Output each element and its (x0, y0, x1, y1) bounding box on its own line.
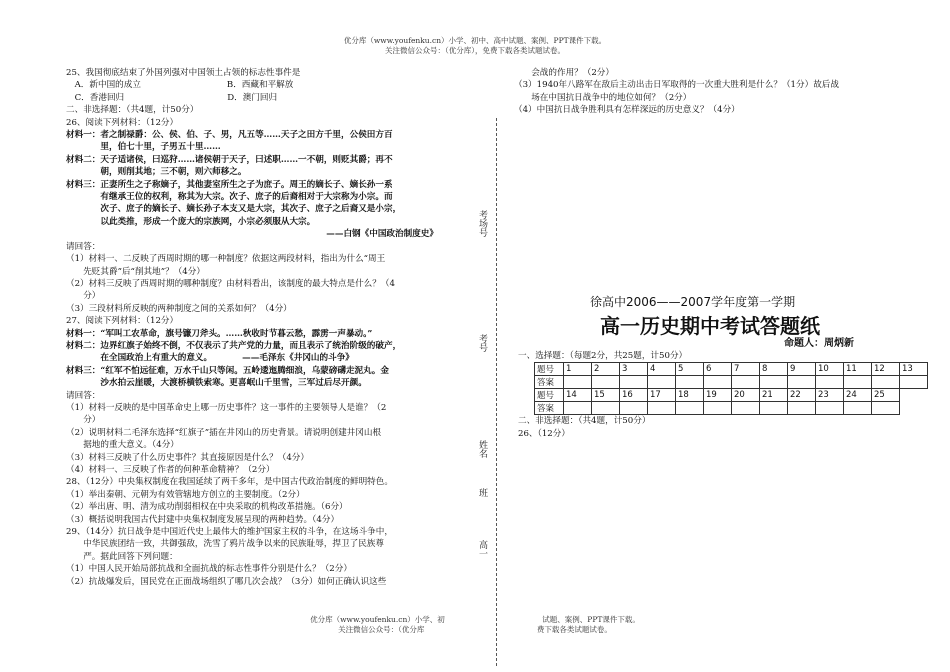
answer-grid (534, 362, 928, 415)
author-line: 命题人：周炳新 (784, 338, 854, 349)
text-line: 朝，则削其地；三不朝，则六师移之。 (66, 167, 247, 178)
text-line: 次子、庶子的嫡长子、嫡长孙子本支又是大宗，其次子、庶子之后裔又是小宗， (66, 204, 402, 215)
footer-line-2: 关注微信公众号：（优分库 费下载各类试题试卷。 (338, 625, 612, 634)
question-number-cell: 24 (844, 389, 872, 402)
question-column-right (514, 67, 914, 117)
row-label-number: 题号 (535, 389, 564, 402)
answer-cell[interactable] (592, 402, 620, 415)
question-number-cell: 20 (732, 389, 760, 402)
text-line: 场在中国抗日战争中的地位如何？（2分） (514, 92, 692, 103)
answer-cell[interactable] (844, 376, 872, 389)
answer-cell[interactable] (872, 402, 900, 415)
answer-cell[interactable] (816, 402, 844, 415)
answer-cell[interactable] (620, 402, 648, 415)
text-line: 28、（12分）中央集权制度在我国延续了两千多年，是中国古代政治制度的鲜明特色。 (66, 477, 393, 488)
question-number-cell: 3 (620, 363, 648, 376)
text-line: 材料一：者之制禄爵：公、侯、伯、子、男，凡五等……天子之田方千里，公侯田方百 (66, 130, 393, 141)
question-number-cell: 10 (816, 363, 844, 376)
text-line: （2）抗战爆发后，国民党在正面战场组织了哪几次会战？（3分）如何正确认识这些 (66, 576, 387, 587)
footer-line-1: 优分库（www.youfenku.cn）小学、初 试题、案例、PPT课件下载。 (310, 615, 640, 624)
answer-cell[interactable] (872, 376, 900, 389)
question-number-cell: 25 (872, 389, 900, 402)
text-line: （2）材料三反映了西周时期的哪种制度？由材料看出，该制度的最大特点是什么？（4 (66, 278, 395, 289)
question-number-cell: 14 (564, 389, 592, 402)
text-line: （1）举出秦朝、元朝为有效管辖地方创立的主要制度。（2分） (66, 489, 305, 500)
answer-cell[interactable] (760, 376, 788, 389)
text-line: 请回答： (66, 241, 101, 252)
text-line: （4）材料一、三反映了作者的何种革命精神？（2分） (66, 465, 275, 475)
text-line: C．香港回归 D．澳门回归 (66, 92, 278, 103)
text-line: 有继承王位的权利，称其为大宗。次子、庶子的后裔相对于大宗称为小宗。而 (66, 192, 393, 203)
answer-cell[interactable] (620, 376, 648, 389)
answer-cell[interactable] (760, 402, 788, 415)
text-line: 严。据此回答下列问题： (66, 551, 178, 562)
text-line: 里，伯七十里，子男五十里…… (66, 142, 221, 153)
question-number-cell: 11 (844, 363, 872, 376)
text-line: 会战的作用？（2分） (514, 68, 614, 78)
question-number-cell: 19 (704, 389, 732, 402)
answer-cell[interactable] (648, 376, 676, 389)
answer-cell[interactable] (564, 402, 592, 415)
question-number-cell: 12 (872, 363, 900, 376)
section-2-heading: 二、非选择题：（共4题，计50分） (518, 416, 651, 426)
answer-cell[interactable] (900, 376, 928, 389)
answer-cell[interactable] (676, 402, 704, 415)
text-line: 27、阅读下列材料：（12分） (66, 316, 179, 327)
question-number-cell: 16 (620, 389, 648, 402)
text-line: 沙水拍云崖暖，大渡桥横铁索寒。更喜岷山千里雪，三军过后尽开颜。 (66, 378, 367, 389)
binding-line (496, 118, 497, 666)
text-line: （4）中国抗日战争胜利具有怎样深远的历史意义？（4分） (514, 105, 740, 116)
school-term-title: 徐高中2006——2007学年度第一学期 (590, 295, 796, 309)
answer-cell[interactable] (564, 376, 592, 389)
row-label-number: 题号 (535, 363, 564, 376)
text-line: 材料三：正妻所生之子称嫡子，其他妻室所生之子为庶子。周王的嫡长子、嫡长孙一系 (66, 179, 393, 190)
header-line-2: 关注微信公众号：（优分库），免费下载各类试题试卷。 (385, 46, 565, 55)
text-line: 分） (66, 415, 101, 426)
question-number-cell: 17 (648, 389, 676, 402)
text-line: 25、我国彻底结束了外国列强对中国领土占领的标志性事件是 (66, 68, 301, 78)
text-line: 材料三：“红军不怕远征难，万水千山只等闲。五岭逶迤腾细浪，乌蒙磅礴走泥丸。金 (66, 365, 389, 376)
question-number-cell: 21 (760, 389, 788, 402)
question-number-cell: 15 (592, 389, 620, 402)
text-line: 二、非选择题：（共4题，计50分） (66, 105, 199, 116)
section-1-heading: 一、选择题：（每题2分，共25题，计50分） (518, 351, 688, 361)
text-line: 材料二：天子适诸侯，曰巡狩……诸侯朝于天子，曰述职……一不朝，则贬其爵；再不 (66, 154, 393, 165)
answer-cell[interactable] (844, 402, 872, 415)
text-line: 26、阅读下列材料：（12分） (66, 117, 179, 128)
page-footer (0, 615, 950, 635)
answer-cell[interactable] (788, 376, 816, 389)
question-number-cell: 4 (648, 363, 676, 376)
text-line: （3）概括说明我国古代封建中央集权制度发展呈现的两种趋势。（4分） (66, 514, 340, 525)
text-line: （1）材料一、二反映了西周时期的哪一种制度？依据这两段材料，指出为什么“周王 (66, 254, 386, 265)
text-line: 以此类推，形成一个庞大的宗族网，小宗必须服从大宗。 (66, 216, 316, 227)
question-number-cell: 2 (592, 363, 620, 376)
answer-cell[interactable] (592, 376, 620, 389)
row-label-answer: 答案 (535, 402, 564, 415)
text-line: 分） (66, 291, 101, 302)
text-line: 中华民族团结一致，共御强敌，洗雪了鸦片战争以来的民族耻辱，捍卫了民族尊 (66, 539, 384, 550)
question-number-cell: 13 (900, 363, 928, 376)
label-name: 姓名 (477, 440, 487, 458)
answer-cell[interactable] (676, 376, 704, 389)
page-header (0, 36, 950, 56)
text-line: 在全国政治上有重大的意义。 ——毛泽东《井冈山的斗争》 (66, 353, 354, 364)
answer-cell[interactable] (788, 402, 816, 415)
text-line: 请回答： (66, 390, 101, 401)
question-number-cell: 1 (564, 363, 592, 376)
question-number-cell: 23 (816, 389, 844, 402)
text-line: （1）中国人民开始局部抗战和全面抗战的标志性事件分别是什么？（2分） (66, 564, 352, 575)
question-number-cell: 18 (676, 389, 704, 402)
answer-sheet-title: 高一历史期中考试答题纸 (600, 314, 820, 338)
question-number-cell: 7 (732, 363, 760, 376)
answer-cell[interactable] (732, 402, 760, 415)
row-label-answer: 答案 (535, 376, 564, 389)
text-line: （3）材料三反映了什么历史事件？其直接原因是什么？（4分） (66, 452, 309, 463)
label-grade: 高一 (477, 540, 487, 558)
text-line: 材料一：“军叫工农革命，旗号镰刀斧头。……秋收时节暮云愁，霹雳一声暴动。” (66, 328, 373, 339)
question-26-answer-label: 26、（12分） (518, 429, 570, 439)
answer-cell[interactable] (732, 376, 760, 389)
question-number-cell: 8 (760, 363, 788, 376)
text-line: ——白钢《中国政治制度史》 (326, 229, 438, 240)
question-number-cell: 6 (704, 363, 732, 376)
text-line: （3）1940年八路军在敌后主动出击日军取得的一次重大胜利是什么？（1分）故后战 (514, 80, 839, 91)
text-line: 先贬其爵”后“削其地”？（4分） (66, 266, 205, 277)
text-line: （1）材料一反映的是中国革命史上哪一历史事件？这一事件的主要领导人是谁？（2 (66, 402, 387, 413)
answer-cell[interactable] (648, 402, 676, 415)
text-line: （2）说明材料二毛泽东选择“红旗子”插在井冈山的历史背景。请说明创建井冈山根 (66, 427, 382, 438)
question-column-left (66, 67, 438, 588)
question-number-cell: 5 (676, 363, 704, 376)
text-line: 29、（14分）抗日战争是中国近代史上最伟大的维护国家主权的斗争，在这场斗争中， (66, 527, 393, 538)
text-line: 据地的重大意义。（4分） (66, 440, 179, 451)
label-exam-no: 考号 (477, 334, 487, 352)
answer-cell[interactable] (704, 402, 732, 415)
question-number-cell: 22 (788, 389, 816, 402)
label-class: 班 (477, 488, 487, 497)
text-line: （3）三段材料所反映的两种制度之间的关系如何？（4分） (66, 303, 292, 314)
answer-cell[interactable] (816, 376, 844, 389)
label-exam-room: 考场号 (477, 210, 487, 237)
text-line: （2）举出唐、明、清为成功削弱相权在中央采取的机构改革措施。（6分） (66, 502, 348, 513)
text-line: A．新中国的成立 B．西藏和平解放 (66, 80, 294, 91)
answer-cell[interactable] (704, 376, 732, 389)
text-line: 材料二：边界红旗子始终不倒，不仅表示了共产党的力量，而且表示了统治阶级的破产， (66, 340, 402, 351)
header-line-1: 优分库（www.youfenku.cn）小学、初中、高中试题、案例、PPT课件下载。 (343, 36, 607, 45)
question-number-cell: 9 (788, 363, 816, 376)
